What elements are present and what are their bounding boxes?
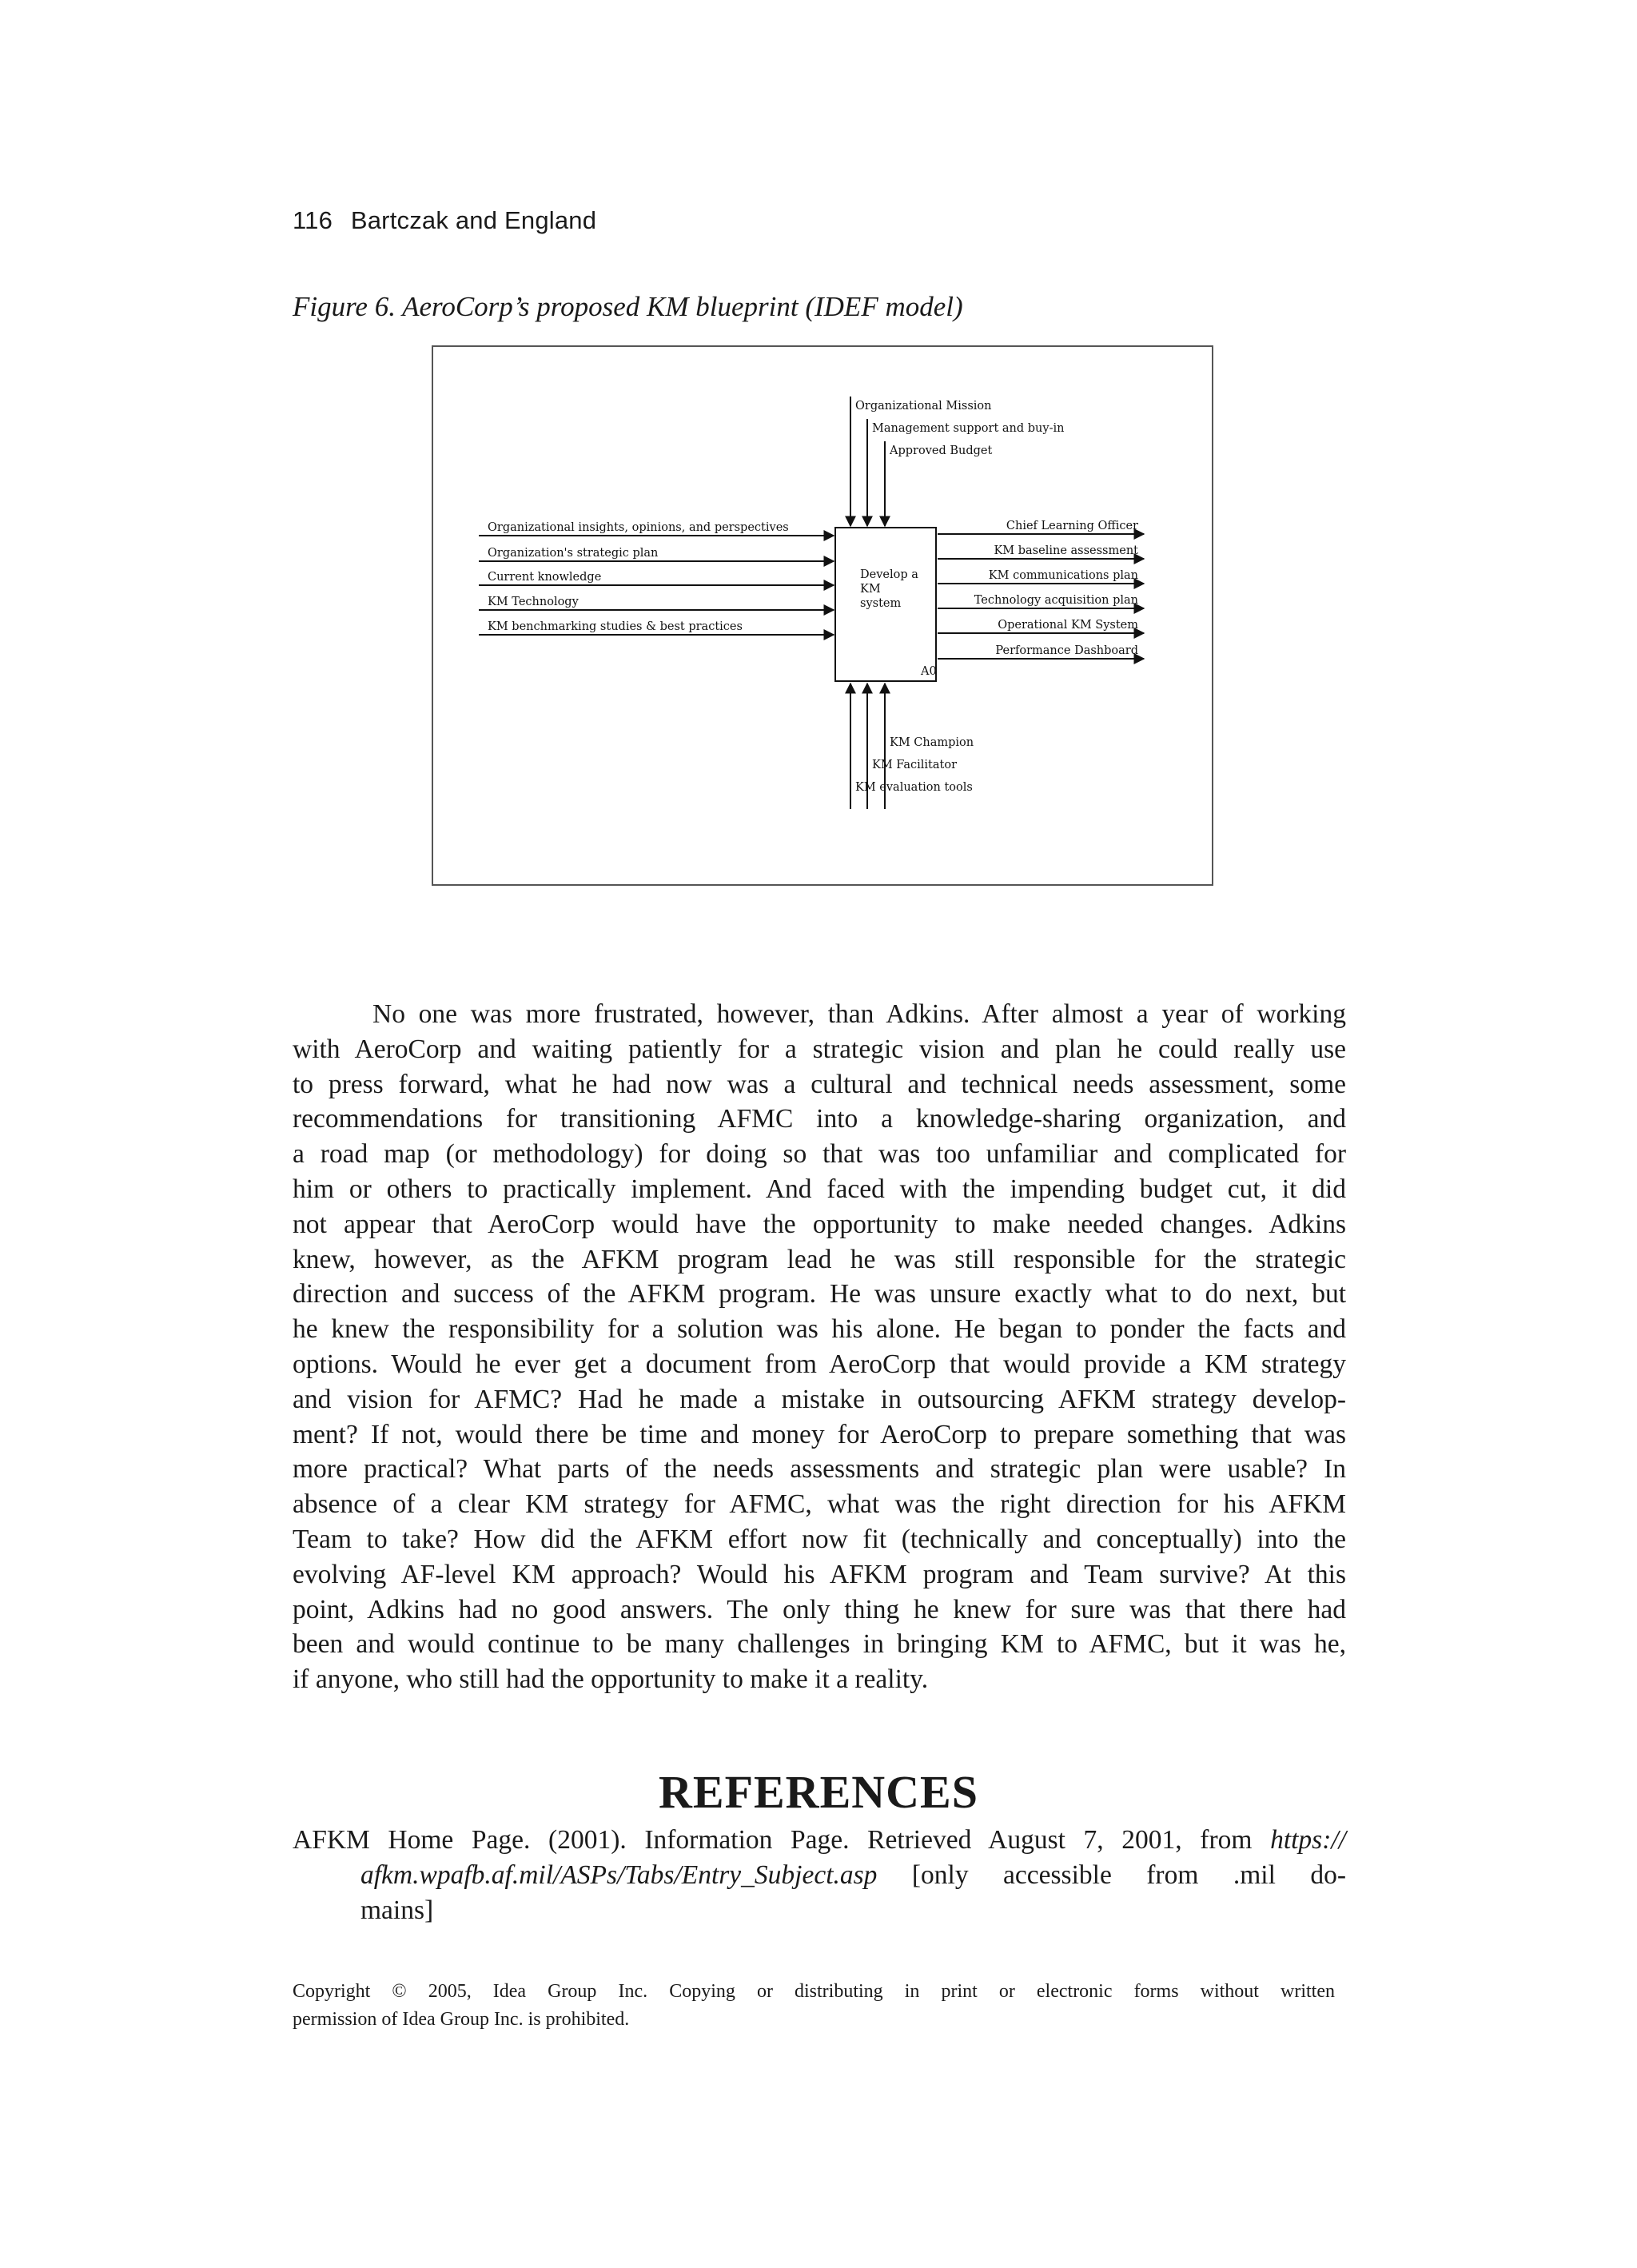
body-line: to press forward, what he had now was a cultural and technical needs assessment, some <box>293 1069 1346 1099</box>
body-line: options. Would he ever get a document from AeroCorp that would provide a KM strategy <box>293 1349 1346 1379</box>
body-line: No one was more frustrated, however, than Adkins. After almost a year of working <box>372 999 1346 1029</box>
reference-entry <box>293 1823 1346 1928</box>
control-label-1: Organizational Mission <box>855 400 992 413</box>
input-label-4: KM Technology <box>488 596 579 608</box>
body-line: ment? If not, would there be time and money for AeroCorp to prepare something that was <box>293 1419 1346 1449</box>
copyright-notice <box>293 1978 1335 2034</box>
body-line: if anyone, who still had the opportunity to make it a reality. <box>293 1664 929 1695</box>
body-line: direction and success of the AFKM program. He was unsure exactly what to do next, but <box>293 1279 1346 1309</box>
reference-url: afkm.wpafb.af.mil/ASPs/Tabs/Entry_Subject.asp <box>360 1860 878 1890</box>
body-line: recommendations for transitioning AFMC into a knowledge-sharing organization, and <box>293 1104 1346 1134</box>
figure-caption: Figure 6. AeroCorp’s proposed KM blueprint (IDEF model) <box>293 291 963 322</box>
body-line: a road map (or methodology) for doing so that was too unfamiliar and complicated for <box>293 1139 1346 1170</box>
references-heading: REFERENCES <box>659 1766 978 1818</box>
control-arrows <box>850 397 885 526</box>
idef-diagram-frame <box>432 345 1213 886</box>
body-line: been and would continue to be many challenges in bringing KM to AFMC, but it was he, <box>293 1629 1346 1660</box>
body-line: evolving AF-level KM approach? Would his AFKM program and Team survive? At this <box>293 1559 1346 1589</box>
input-label-5: KM benchmarking studies & best practices <box>488 620 743 633</box>
output-label-1: Chief Learning Officer <box>1006 520 1138 532</box>
body-line: not appear that AeroCorp would have the opportunity to make needed changes. Adkins <box>293 1209 1346 1239</box>
output-label-3: KM communications plan <box>988 569 1138 582</box>
mechanism-label-3: KM evaluation tools <box>855 781 973 794</box>
body-paragraph <box>293 997 1346 1697</box>
activity-label-line-3: system <box>860 597 902 610</box>
reference-text: [only accessible from .mil do- <box>877 1860 1346 1890</box>
activity-label-line-1: Develop a <box>860 568 918 581</box>
body-line: he knew the responsibility for a solution was his alone. He began to ponder the facts and <box>293 1314 1346 1345</box>
body-line: with AeroCorp and waiting patiently for a strategic vision and plan he could really use <box>293 1034 1346 1064</box>
body-line: more practical? What parts of the needs assessments and strategic plan were usable? In <box>293 1454 1346 1485</box>
activity-label-line-2: KM <box>860 583 881 596</box>
body-line: Team to take? How did the AFKM effort now fit (technically and conceptually) into the <box>293 1524 1346 1554</box>
output-label-4: Technology acquisition plan <box>974 594 1138 607</box>
output-label-2: KM baseline assessment <box>994 544 1138 557</box>
body-line: knew, however, as the AFKM program lead he was still responsible for the strategic <box>293 1244 1346 1274</box>
reference-text: AFKM Home Page. (2001). Information Page. Retrieved August 7, 2001, from <box>293 1825 1271 1855</box>
input-label-1: Organizational insights, opinions, and perspectives <box>488 521 789 534</box>
control-label-3: Approved Budget <box>890 444 993 457</box>
output-label-5: Operational KM System <box>998 619 1138 632</box>
running-head <box>293 206 596 235</box>
running-head-authors: Bartczak and England <box>350 206 597 234</box>
idef-diagram <box>433 347 1215 887</box>
body-line: and vision for AFMC? Had he made a mistake in outsourcing AFKM strategy develop- <box>293 1384 1346 1414</box>
copyright-line: Copyright © 2005, Idea Group Inc. Copying or distributing in print or electronic forms without written <box>293 1981 1335 2002</box>
copyright-line: permission of Idea Group Inc. is prohibited. <box>293 2009 630 2030</box>
reference-url: https:// <box>1270 1825 1346 1855</box>
control-label-2: Management support and buy-in <box>872 422 1065 435</box>
input-label-3: Current knowledge <box>488 571 602 584</box>
output-label-6: Performance Dashboard <box>995 644 1138 657</box>
reference-text: mains] <box>360 1895 434 1925</box>
activity-box-id: A0 <box>921 665 937 678</box>
page-number: 116 <box>293 206 333 234</box>
mechanism-label-1: KM Champion <box>890 736 974 749</box>
body-line: absence of a clear KM strategy for AFMC, what was the right direction for his AFKM <box>293 1489 1346 1520</box>
body-line: him or others to practically implement. And faced with the impending budget cut, it did <box>293 1174 1346 1204</box>
body-line: point, Adkins had no good answers. The only thing he knew for sure was that there had <box>293 1594 1346 1624</box>
mechanism-label-2: KM Facilitator <box>872 759 958 771</box>
input-label-2: Organization's strategic plan <box>488 547 659 560</box>
